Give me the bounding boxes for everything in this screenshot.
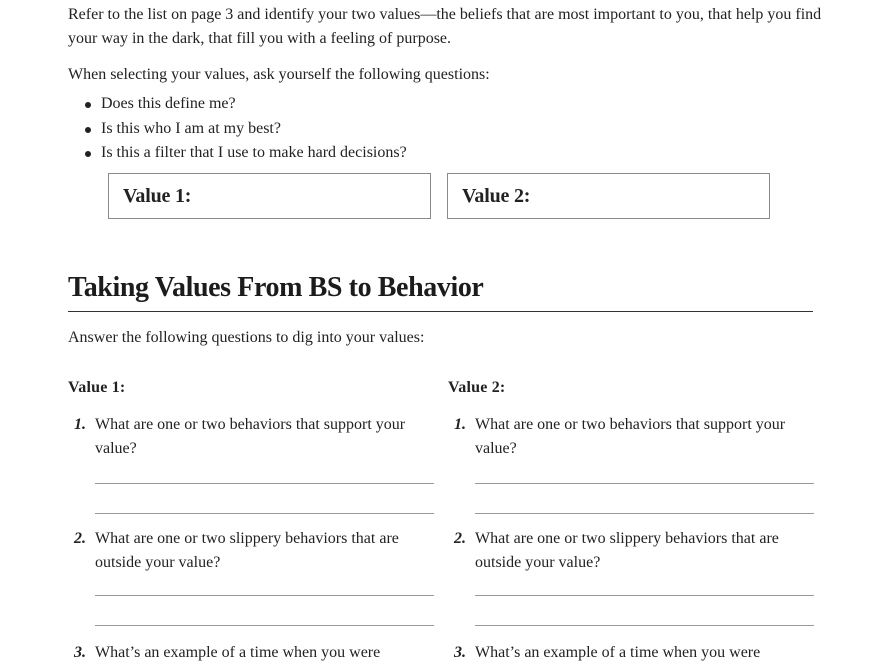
list-item-text: Does this define me? (101, 95, 236, 112)
question-list (68, 92, 407, 166)
list-item (68, 92, 407, 117)
answer-line[interactable] (475, 625, 814, 626)
bullet-icon (85, 151, 91, 157)
question-text: What are one or two slippery behaviors that are outside your value? (475, 530, 779, 571)
question-number: 3. (74, 644, 86, 661)
answer-line[interactable] (95, 513, 434, 514)
answer-line[interactable] (95, 625, 434, 626)
section-instruction: Answer the following questions to dig into your values: (68, 329, 425, 346)
answer-line[interactable] (475, 595, 814, 596)
section-divider (68, 311, 813, 312)
answer-line[interactable] (95, 595, 434, 596)
question-number: 1. (454, 416, 466, 433)
question-number: 2. (454, 530, 466, 547)
column-heading: Value 1: (68, 379, 126, 396)
question-number: 1. (74, 416, 86, 433)
value-1-field[interactable] (108, 173, 431, 219)
bullet-icon (85, 102, 91, 108)
question-number: 2. (74, 530, 86, 547)
question-text: What’s an example of a time when you were (475, 644, 761, 661)
intro-paragraph: Refer to the list on page 3 and identify your two values—the beliefs that are most important to you, that help you find your way in the dark, that fill you with a feeling of purpose. (68, 6, 822, 47)
question-text: What are one or two slippery behaviors that are outside your value? (95, 530, 399, 571)
value-2-label: Value 2: (462, 184, 531, 207)
answer-line[interactable] (475, 483, 814, 484)
bullet-icon (85, 127, 91, 133)
value-2-field[interactable] (447, 173, 770, 219)
column-heading: Value 2: (448, 379, 506, 396)
section-title: Taking Values From BS to Behavior (68, 272, 484, 303)
list-item (68, 117, 407, 142)
value-1-label: Value 1: (123, 184, 192, 207)
question-text: What are one or two behaviors that support your value? (475, 416, 786, 457)
list-item-text: Is this a filter that I use to make hard decisions? (101, 144, 407, 161)
question-text: What are one or two behaviors that support your value? (95, 416, 406, 457)
list-item (68, 141, 407, 166)
selection-prompt: When selecting your values, ask yourself the following questions: (68, 66, 490, 83)
answer-line[interactable] (475, 513, 814, 514)
question-number: 3. (454, 644, 466, 661)
answer-line[interactable] (95, 483, 434, 484)
list-item-text: Is this who I am at my best? (101, 119, 281, 137)
question-text: What’s an example of a time when you were (95, 644, 381, 661)
